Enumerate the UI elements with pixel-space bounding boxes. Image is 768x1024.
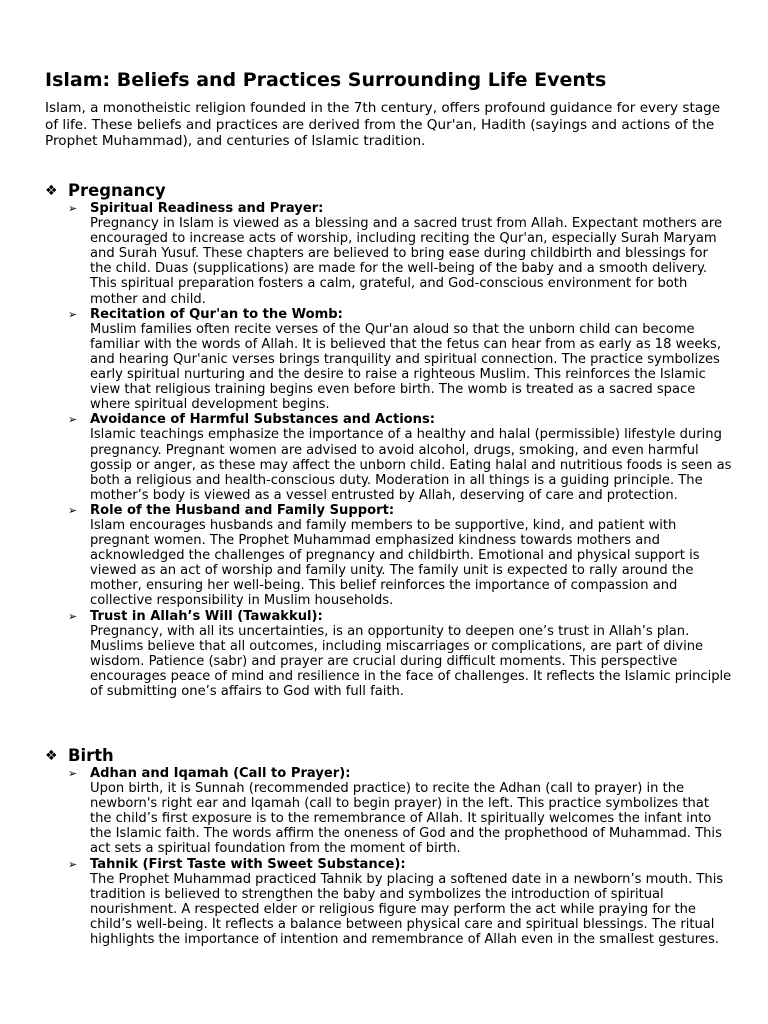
- item-body: Islam encourages husbands and family members to be supportive, kind, and patient with pregnant women. The Prophet Muhammad emphasized kindness towards mothers and acknowledged the challenges of pregnancy and childbirth. Emotional and physical support is viewed as an act of worship and family unity. The family unit is expected to rally around the mother, ensuring her well-being. This belief reinforces the importance of compassion and collective responsibility in Muslim households.: [90, 517, 700, 609]
- list-item: [68, 201, 732, 307]
- item-title: Tahnik (First Taste with Sweet Substance):: [90, 856, 406, 872]
- list-item: [68, 609, 732, 700]
- item-body: Upon birth, it is Sunnah (recommended practice) to recite the Adhan (call to prayer) in the newborn's right ear and Iqamah (call to begin prayer) in the left. This practice symbolizes that the child’s first exposure is to the remembrance of Allah. It spiritually welcomes the infant into the Islamic faith. The words affirm the oneness of God and the prophethood of Muhammad. This act sets a spiritual foundation from the moment of birth.: [90, 781, 722, 857]
- item-title: Avoidance of Harmful Substances and Actions:: [90, 412, 436, 428]
- item-title: Adhan and Iqamah (Call to Prayer):: [90, 766, 351, 781]
- item-title: Trust in Allah’s Will (Tawakkul):: [90, 608, 323, 624]
- section-heading-label: Pregnancy: [68, 181, 166, 200]
- diamond-bullet-icon: ❖: [45, 183, 58, 199]
- section-items-birth: [68, 766, 732, 947]
- arrowhead-bullet-icon: ➢: [68, 307, 78, 321]
- item-body: Islamic teachings emphasize the importance of a healthy and halal (permissible) lifestyle during pregnancy. Pregnant women are advised to avoid alcohol, drugs, smoking, and even harmful gossip or anger, as these may affect the unborn child. Eating halal and nutritious foods is seen as both a religious and health-conscious duty. Moderation in all things is a guiding principle. The mother’s body is viewed as a vessel entrusted by Allah, deserving of care and protection.: [90, 427, 732, 503]
- list-item: [68, 766, 732, 857]
- list-item: [68, 307, 732, 413]
- arrowhead-bullet-icon: ➢: [68, 857, 78, 871]
- item-title: Role of the Husband and Family Support:: [90, 502, 395, 518]
- list-item: [68, 857, 732, 948]
- document-title: Islam: Beliefs and Practices Surrounding Life Events: [45, 69, 607, 91]
- item-body: Pregnancy, with all its uncertainties, is an opportunity to deepen one’s trust in Allah’s plan. Muslims believe that all outcomes, including miscarriages or complications, are part of divine wisdom. Patience (sabr) and prayer are crucial during difficult moments. This perspective encourages peace of mind and resilience in the face of challenges. It reflects the Islamic principle of submitting one’s affairs to God with full faith.: [90, 623, 732, 699]
- item-body: The Prophet Muhammad practiced Tahnik by placing a softened date in a newborn’s mouth. This tradition is believed to strengthen the baby and symbolizes the introduction of spiritual nourishment. A respected elder or religious figure may perform the act while praying for the child’s well-being. It reflects a balance between physical care and spiritual blessings. The ritual highlights the importance of intention and remembrance of Allah even in the smallest gestures.: [90, 871, 724, 948]
- item-title: Spiritual Readiness and Prayer:: [90, 201, 324, 216]
- item-body: Pregnancy in Islam is viewed as a blessing and a sacred trust from Allah. Expectant mothers are encouraged to increase acts of worship, including reciting the Qur'an, especially Surah Maryam and Surah Yusuf. These chapters are believed to bring ease during childbirth and blessings for the child. Duas (supplications) are made for the well-being of the baby and a smooth delivery. This spiritual preparation fosters a calm, grateful, and God-conscious environment for both mother and child.: [90, 216, 723, 307]
- item-title: Recitation of Qur'an to the Womb:: [90, 306, 343, 322]
- arrowhead-bullet-icon: ➢: [68, 413, 78, 427]
- intro-paragraph: Islam, a monotheistic religion founded in the 7th century, offers profound guidance for every stage of life. These beliefs and practices are derived from the Qur'an, Hadith (sayings and actions of the Prophet Muhammad), and centuries of Islamic tradition.: [45, 100, 721, 150]
- diamond-bullet-icon: ❖: [45, 748, 58, 764]
- section-heading-birth: [45, 746, 114, 766]
- section-heading-pregnancy: [45, 181, 166, 201]
- arrowhead-bullet-icon: ➢: [68, 503, 78, 517]
- arrowhead-bullet-icon: ➢: [68, 202, 78, 215]
- section-items-pregnancy: [68, 201, 732, 699]
- arrowhead-bullet-icon: ➢: [68, 767, 78, 780]
- arrowhead-bullet-icon: ➢: [68, 609, 78, 623]
- list-item: [68, 503, 732, 609]
- section-heading-label: Birth: [68, 746, 114, 765]
- list-item: [68, 412, 732, 503]
- item-body: Muslim families often recite verses of the Qur'an aloud so that the unborn child can become familiar with the words of Allah. It is believed that the fetus can hear from as early as 18 weeks, and hearing Qur'anic verses brings tranquility and spiritual connection. The practice symbolizes early spiritual nurturing and the desire to raise a righteous Muslim. This reinforces the Islamic view that religious training begins even before birth. The womb is treated as a sacred space where spiritual development begins.: [90, 321, 722, 413]
